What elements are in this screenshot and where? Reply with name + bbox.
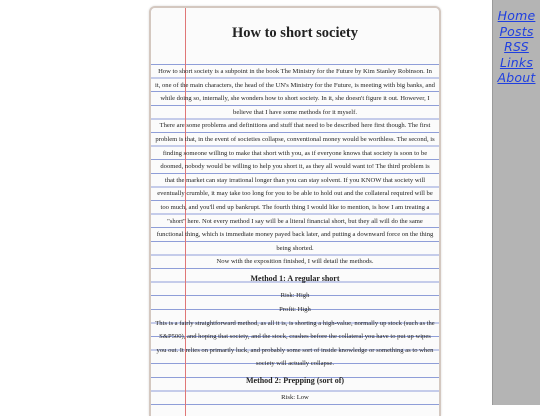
method-2-risk: Risk: Low: [281, 394, 309, 402]
method-2-heading: Method 2: Prepping (sort of): [245, 375, 345, 385]
nav-item-posts: [493, 24, 540, 40]
paragraph-problems: There are some problems and definitions and stuff that need to be described here first though. The first problem is that, in the event of societies collapse, conventional money would be worthless. The second, is finding someone willing to make that short with you, as if everyone knows that society is soon to be doomed, nobody would be willing to help you short it, as they all would want to! The third problem is that the market can stay irrational longer than you can stay solvent. If you KNOW that society will eventually crumble, it may take too long for you to be able to hold out and the collateral required will be too much, and you'll end up bankrupt. The fourth thing I would like to mention, is how I am treating a "short" here. Not every method I say will be a literal financial short, but they all will do the same functional thing, which is immediate money payed back later, and putting a downward force on the thing being shorted.: [155, 122, 435, 252]
nav-link-home[interactable]: Home: [497, 8, 536, 23]
paragraph-intro: How to short society is a subpoint in the book The Ministry for the Future by Kim Stanley Robinson. In it, one of the main characters, the head of the UN's Ministry for the Future, is meeting with big banks, and while doing so, internally, she wonders how to short society. In it, she doesn't figure it out. However, I believe that I have some methods for it myself.: [155, 68, 435, 116]
method-1-risk: Risk: High: [280, 292, 310, 300]
article-title: How to short society: [231, 25, 359, 41]
article: [151, 8, 439, 405]
nav-link-about[interactable]: About: [497, 70, 536, 86]
method-1-body: This is a fairly straightforward method, as all it is, is shorting a high-value, normally up stock (such as the S&P500), and hoping that society, and the stock, crashes before the collateral you have to put up wipes you out. It relies on primarily luck, and probably some sort of inside knowledge or something as to when society will actually collapse.: [155, 319, 435, 368]
nav-link-posts[interactable]: Posts: [499, 23, 534, 39]
nav-link-rss[interactable]: RSS: [504, 39, 529, 55]
nav-item-home: [493, 8, 540, 24]
notebook-page: [149, 6, 441, 416]
sidebar-nav: [492, 0, 540, 405]
nav-list: [493, 0, 540, 86]
method-1-heading: Method 1: A regular short: [250, 273, 340, 283]
paragraph-transition: Now with the exposition finished, I will detail the methods.: [216, 258, 374, 266]
method-1-profit: Profit: High: [279, 305, 311, 313]
nav-link-links[interactable]: Links: [499, 54, 534, 70]
nav-item-rss: [493, 39, 540, 55]
nav-item-about: [493, 70, 540, 86]
nav-item-links: [493, 55, 540, 71]
